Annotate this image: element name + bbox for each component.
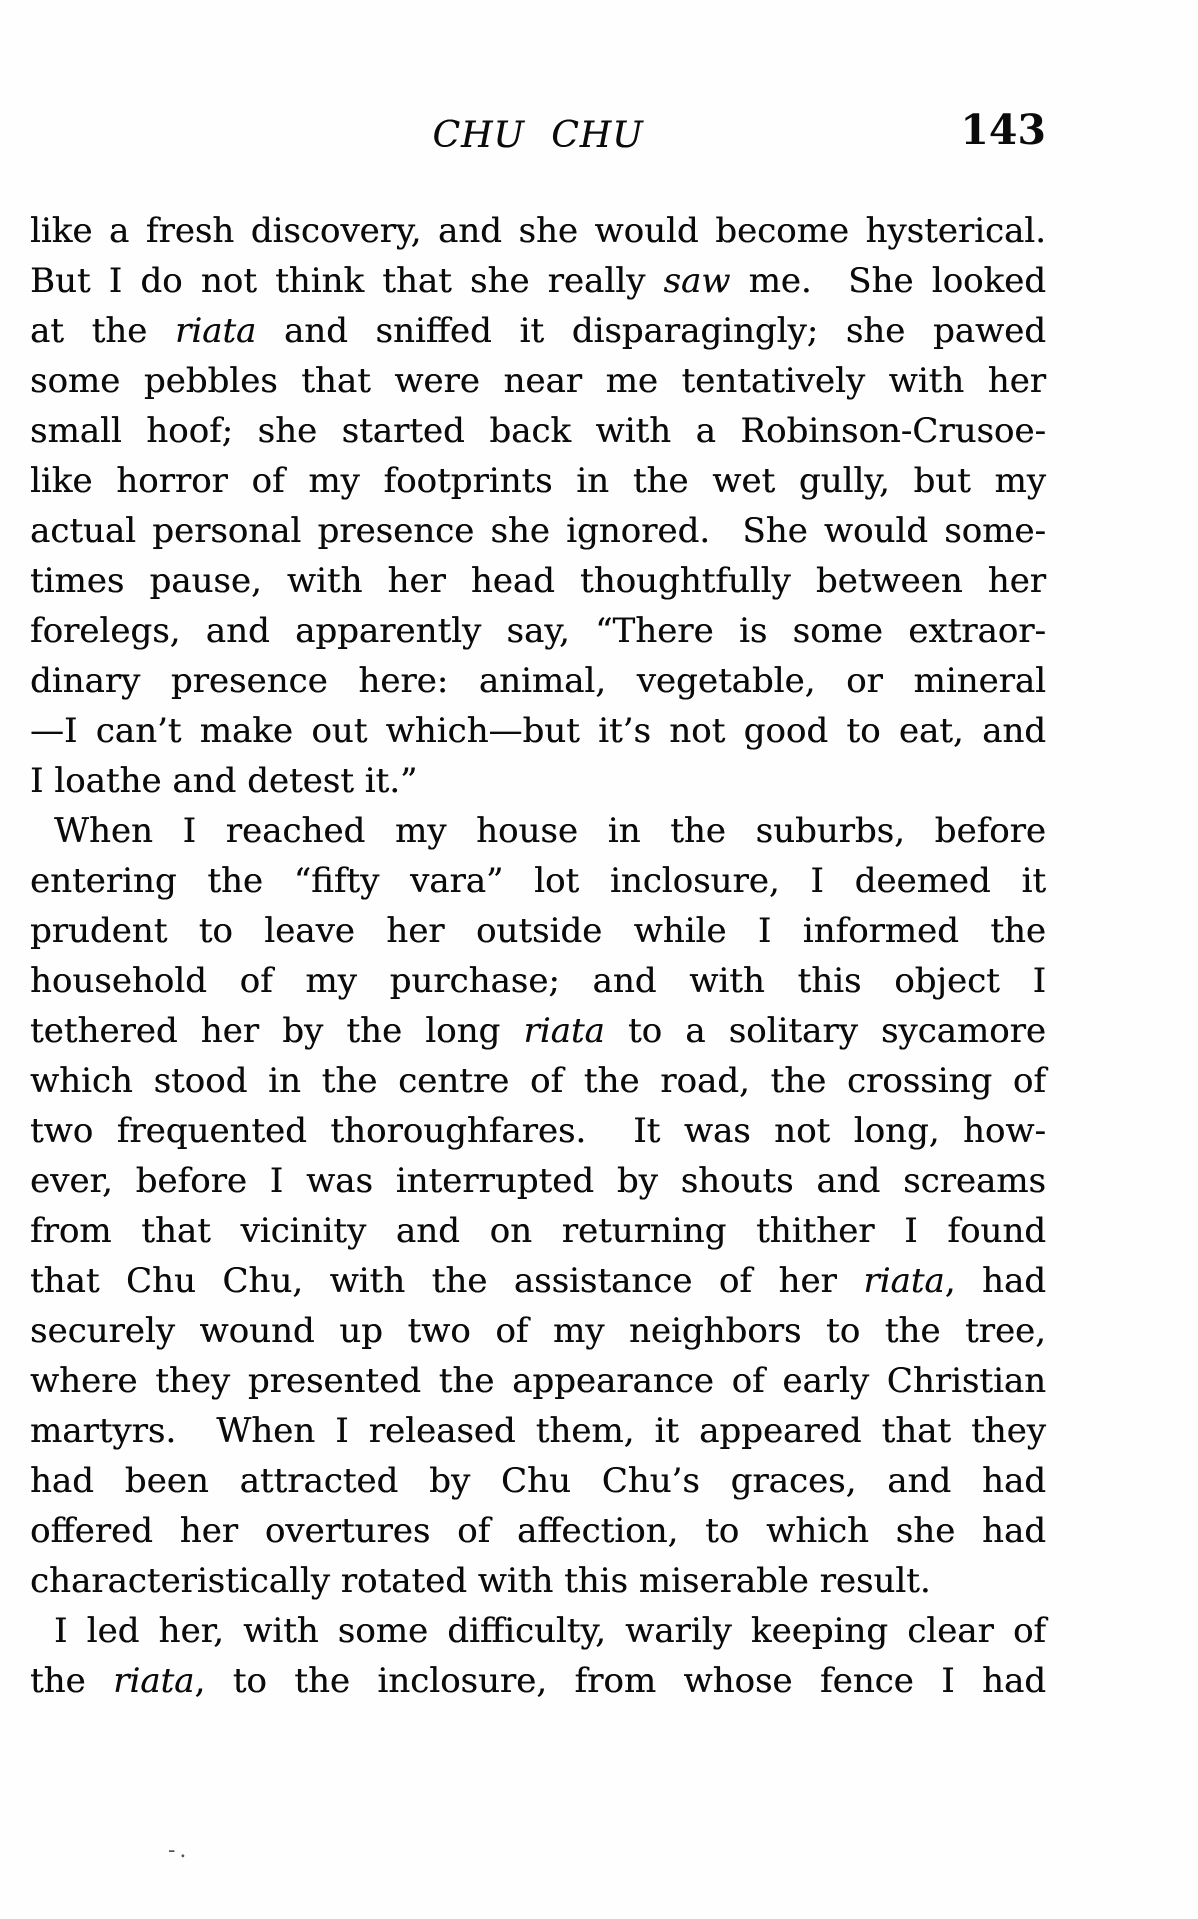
text-segment: , had (944, 1261, 1046, 1301)
running-title: CHU CHU (432, 115, 644, 156)
text-segment: at the (30, 311, 175, 351)
text-line (30, 306, 1046, 356)
text-segment: me. She looked (730, 261, 1047, 301)
text-segment: that Chu Chu, with the assistance of her (30, 1261, 864, 1301)
text-line (30, 1256, 1046, 1306)
text-segment: tethered her by the long (30, 1011, 524, 1051)
text-line (30, 1406, 1046, 1456)
text-segment: When I reached my house in the suburbs, before (54, 811, 1046, 851)
text-line (30, 806, 1046, 856)
text-line (30, 506, 1046, 556)
text-line (30, 1306, 1046, 1356)
text-segment: actual personal presence she ignored. She would some- (30, 511, 1046, 551)
text-segment: had been attracted by Chu Chu’s graces, and had (30, 1461, 1046, 1501)
text-line (30, 456, 1046, 506)
text-line (30, 706, 1046, 756)
text-segment: small hoof; she started back with a Robinson-Crusoe- (30, 411, 1046, 451)
page-text (30, 206, 1046, 1706)
text-line (30, 906, 1046, 956)
text-line (30, 756, 1046, 806)
text-line (30, 1056, 1046, 1106)
text-segment: securely wound up two of my neighbors to the tree, (30, 1311, 1046, 1351)
text-segment: dinary presence here: animal, vegetable, or mineral (30, 661, 1046, 701)
text-line (30, 956, 1046, 1006)
text-segment: forelegs, and apparently say, “There is some extraor- (30, 611, 1046, 651)
text-line (30, 1606, 1046, 1656)
text-segment: two frequented thoroughfares. It was not long, how- (30, 1111, 1046, 1151)
text-line (30, 1106, 1046, 1156)
text-segment: characteristically rotated with this miserable result. (30, 1561, 931, 1601)
text-segment: But I do not think that she really (30, 261, 664, 301)
italic-text: riata (174, 311, 257, 351)
text-line (30, 1506, 1046, 1556)
text-segment: martyrs. When I released them, it appeared that they (30, 1411, 1046, 1451)
text-segment: —I can’t make out which—but it’s not good to eat, and (30, 711, 1046, 751)
italic-text: saw (663, 261, 731, 301)
text-segment: to a solitary sycamore (604, 1011, 1047, 1051)
text-line (30, 1356, 1046, 1406)
text-segment: some pebbles that were near me tentatively with her (30, 361, 1046, 401)
text-line (30, 256, 1046, 306)
text-segment: offered her overtures of affection, to which she had (30, 1511, 1046, 1551)
text-segment: the (30, 1661, 114, 1701)
text-segment: entering the “fifty vara” lot inclosure, I deemed it (30, 861, 1046, 901)
text-line (30, 1006, 1046, 1056)
text-segment: household of my purchase; and with this object I (30, 961, 1046, 1001)
italic-text: riata (863, 1261, 945, 1301)
page-header (30, 106, 1046, 164)
text-line (30, 1156, 1046, 1206)
text-line (30, 1456, 1046, 1506)
text-segment: prudent to leave her outside while I informed the (30, 911, 1046, 951)
text-segment: times pause, with her head thoughtfully between her (30, 561, 1046, 601)
text-line (30, 356, 1046, 406)
text-line (30, 206, 1046, 256)
text-line (30, 406, 1046, 456)
italic-text: riata (523, 1011, 605, 1051)
text-line (30, 856, 1046, 906)
page-number: 143 (960, 106, 1046, 154)
text-segment: I loathe and detest it.” (30, 761, 418, 801)
text-line (30, 556, 1046, 606)
text-line (30, 606, 1046, 656)
text-line (30, 1656, 1046, 1706)
scan-artifact: -. (168, 1838, 191, 1863)
text-segment: like horror of my footprints in the wet gully, but my (30, 461, 1046, 501)
text-segment: , to the inclosure, from whose fence I had (194, 1661, 1046, 1701)
text-segment: ever, before I was interrupted by shouts and screams (30, 1161, 1046, 1201)
text-line (30, 656, 1046, 706)
text-segment: and sniffed it disparagingly; she pawed (256, 311, 1046, 351)
text-segment: which stood in the centre of the road, the crossing of (30, 1061, 1046, 1101)
text-segment: I led her, with some difficulty, warily keeping clear of (54, 1611, 1046, 1651)
italic-text: riata (113, 1661, 195, 1701)
text-line (30, 1556, 1046, 1606)
text-segment: where they presented the appearance of early Christian (30, 1361, 1046, 1401)
text-segment: like a fresh discovery, and she would become hysterical. (30, 211, 1046, 251)
text-line (30, 1206, 1046, 1256)
text-segment: from that vicinity and on returning thither I found (30, 1211, 1046, 1251)
